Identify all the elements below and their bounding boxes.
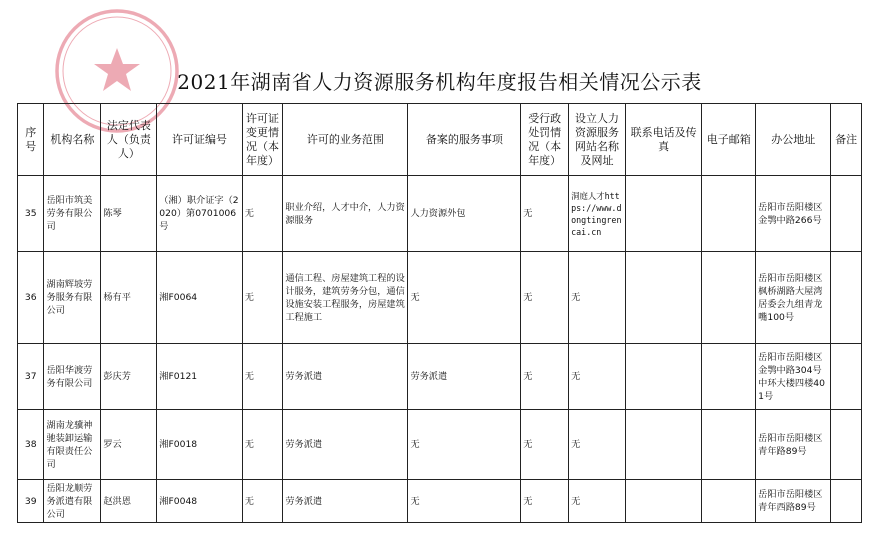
filed-services: 无: [408, 410, 521, 480]
legal-rep: 杨有平: [101, 252, 157, 344]
row-number: 35: [18, 176, 44, 252]
phone-fax: [626, 176, 702, 252]
license-change: 无: [242, 480, 283, 523]
website: 无: [569, 410, 626, 480]
table-row: [18, 344, 862, 410]
table-row: [18, 410, 862, 480]
header-cell: 备注: [831, 104, 862, 176]
license-change: 无: [242, 410, 283, 480]
remark: [831, 480, 862, 523]
license-number: 湘F0064: [157, 252, 242, 344]
header-cell: 备案的服务事项: [408, 104, 521, 176]
penalty-status: 无: [521, 176, 569, 252]
org-name: 岳阳龙顺劳务派遣有限公司: [44, 480, 101, 523]
header-cell: 法定代表人（负责人）: [101, 104, 157, 176]
header-cell: 许可的业务范围: [283, 104, 408, 176]
table-row: [18, 252, 862, 344]
license-number: 湘F0048: [157, 480, 242, 523]
website: 无: [569, 480, 626, 523]
legal-rep: 陈琴: [101, 176, 157, 252]
license-change: 无: [242, 344, 283, 410]
remark: [831, 176, 862, 252]
office-address: 岳阳市岳阳楼区金鹗中路304号中环大楼四楼401号: [756, 344, 831, 410]
remark: [831, 344, 862, 410]
remark: [831, 252, 862, 344]
office-address: 岳阳市岳阳楼区金鹗中路266号: [756, 176, 831, 252]
penalty-status: 无: [521, 344, 569, 410]
table-row: [18, 480, 862, 523]
license-number: （湘）职介证字（2020）第0701006号: [157, 176, 242, 252]
row-number: 38: [18, 410, 44, 480]
header-cell: 许可证变更情况（本年度）: [242, 104, 283, 176]
license-number: 湘F0121: [157, 344, 242, 410]
remark: [831, 410, 862, 480]
phone-fax: [626, 480, 702, 523]
penalty-status: 无: [521, 252, 569, 344]
license-number: 湘F0018: [157, 410, 242, 480]
website: 洞庭人才https://www.dongtingrencai.cn: [569, 176, 626, 252]
penalty-status: 无: [521, 480, 569, 523]
website: 无: [569, 252, 626, 344]
website: 无: [569, 344, 626, 410]
legal-rep: 罗云: [101, 410, 157, 480]
penalty-status: 无: [521, 410, 569, 480]
phone-fax: [626, 410, 702, 480]
filed-services: 无: [408, 252, 521, 344]
header-cell: 许可证编号: [157, 104, 242, 176]
filed-services: 人力资源外包: [408, 176, 521, 252]
header-cell: 办公地址: [756, 104, 831, 176]
org-name: 岳阳市筑美劳务有限公司: [44, 176, 101, 252]
phone-fax: [626, 344, 702, 410]
org-name: 湖南辉坡劳务服务有限公司: [44, 252, 101, 344]
business-scope: 通信工程、房屋建筑工程的设计服务，建筑劳务分包，通信设施安装工程服务，房屋建筑工程施工: [283, 252, 408, 344]
email: [702, 480, 756, 523]
disclosure-table: [17, 103, 862, 523]
legal-rep: 彭庆芳: [101, 344, 157, 410]
office-address: 岳阳市岳阳楼区枫桥湖路大屋湾居委会九组青龙嘴100号: [756, 252, 831, 344]
email: [702, 410, 756, 480]
business-scope: 劳务派遣: [283, 410, 408, 480]
office-address: 岳阳市岳阳楼区青年路89号: [756, 410, 831, 480]
business-scope: 劳务派遣: [283, 344, 408, 410]
row-number: 37: [18, 344, 44, 410]
phone-fax: [626, 252, 702, 344]
license-change: 无: [242, 252, 283, 344]
table-header-row: [18, 104, 862, 176]
header-cell: 联系电话及传真: [626, 104, 702, 176]
row-number: 36: [18, 252, 44, 344]
legal-rep: 赵洪恩: [101, 480, 157, 523]
business-scope: 劳务派遣: [283, 480, 408, 523]
business-scope: 职业介绍，人才中介，人力资源服务: [283, 176, 408, 252]
filed-services: 劳务派遣: [408, 344, 521, 410]
org-name: 岳阳华渡劳务有限公司: [44, 344, 101, 410]
row-number: 39: [18, 480, 44, 523]
email: [702, 344, 756, 410]
header-cell: 序号: [18, 104, 44, 176]
filed-services: 无: [408, 480, 521, 523]
table-row: [18, 176, 862, 252]
header-cell: 机构名称: [44, 104, 101, 176]
header-cell: 受行政处罚情况（本年度）: [521, 104, 569, 176]
org-name: 湖南龙骥神驰装卸运输有限责任公司: [44, 410, 101, 480]
header-cell: 电子邮箱: [702, 104, 756, 176]
license-change: 无: [242, 176, 283, 252]
office-address: 岳阳市岳阳楼区青年西路89号: [756, 480, 831, 523]
email: [702, 176, 756, 252]
email: [702, 252, 756, 344]
page-title: 2021年湖南省人力资源服务机构年度报告相关情况公示表: [177, 70, 702, 94]
header-cell: 设立人力资源服务网站名称及网址: [569, 104, 626, 176]
